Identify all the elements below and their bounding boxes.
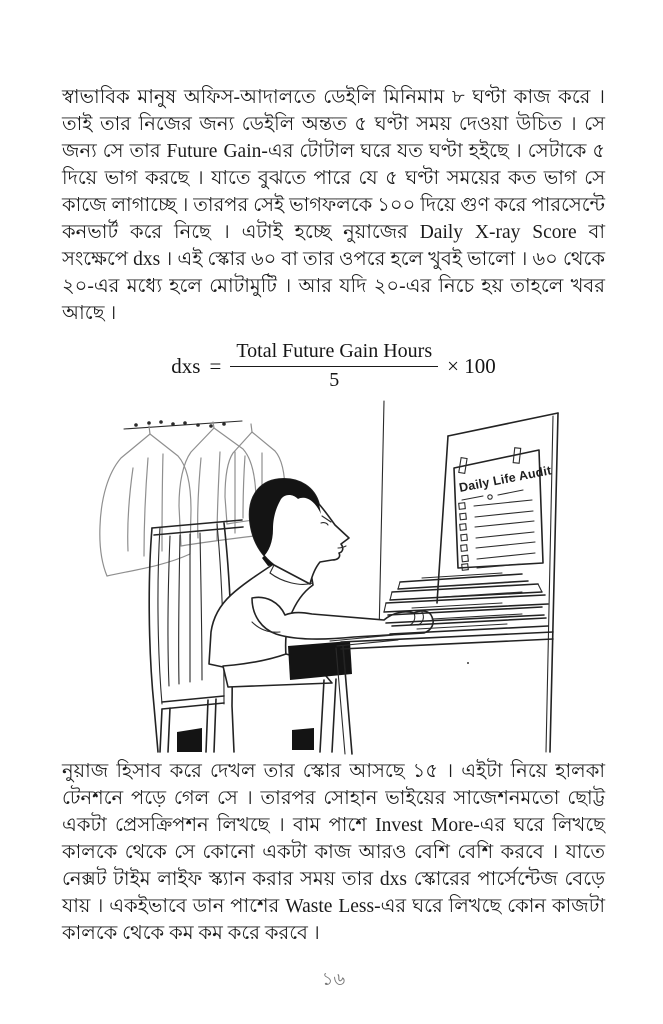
- formula-fraction: [230, 340, 438, 392]
- paragraph-dxs-explanation: স্বাভাবিক মানুষ অফিস-আদালতে ডেইলি মিনিমাম ৮ ঘণ্টা কাজ করে । তাই তার নিজের জন্য ডেইলি অন্তত ৫ ঘণ্টা সময় দেওয়া উচিত । সে জন্য সে তার Future Gain-এর টোটাল ঘরে যত ঘণ্টা হইছে । সেটাকে ৫ দিয়ে ভাগ করছে । যাতে বুঝতে পারে যে ৫ ঘণ্টা সময়ের কত ভাগ সে কাজে লাগাচ্ছে । তারপর সেই ভাগফলকে ১০০ দিয়ে গুণ করে পারসেন্টে কনভার্ট করে নিছে । এটাই হচ্ছে নুয়াজের Daily X-ray Score বা সংক্ষেপে dxs । এই স্কোর ৬০ বা তার ওপরে হলে খুবই ভালো । ৬০ থেকে ২০-এর মধ্যে হলে মোটামুটি । আর যদি ২০-এর নিচে হয় তাহলে খবর আছে ।: [62, 87, 605, 324]
- wall-partition-line: [379, 401, 384, 636]
- formula-times-100: × 100: [447, 353, 496, 378]
- formula-numerator: Total Future Gain Hours: [236, 340, 433, 362]
- page-number: ১৬: [321, 969, 346, 989]
- books-stack: [384, 573, 548, 634]
- formula-denominator: 5: [230, 366, 438, 392]
- dxs-formula: [62, 340, 605, 392]
- desk-scene-illustration: [62, 396, 605, 756]
- formula-lhs: dxs: [171, 353, 201, 378]
- paragraph-prescription: নুয়াজ হিসাব করে দেখল তার স্কোর আসছে ১৫ । এইটা নিয়ে হালকা টেনশনে পড়ে গেল সে । তারপর সোহান ভাইয়ের সাজেশনমতো ছোট্ট একটা প্রেসক্রিপশন লিখছে । বাম পাশে Invest More-এর ঘরে লিখছে কালকে থেকে সে কোনো একটা কাজ আরও বেশি বেশি করবে । যাতে নেক্সট টাইম লাইফ স্ক্যান করার সময় তার dxs স্কোরের পার্সেন্টেজ বেড়ে যায় । একইভাবে ডান পাশের Waste Less-এর ঘরে লিখছে কোন কাজটা কালকে থেকে কম কম করে করবে ।: [62, 761, 605, 944]
- poster-title: Daily Life Audit: [457, 463, 553, 495]
- formula-equals: =: [209, 353, 222, 378]
- rack-hooks: [134, 420, 226, 428]
